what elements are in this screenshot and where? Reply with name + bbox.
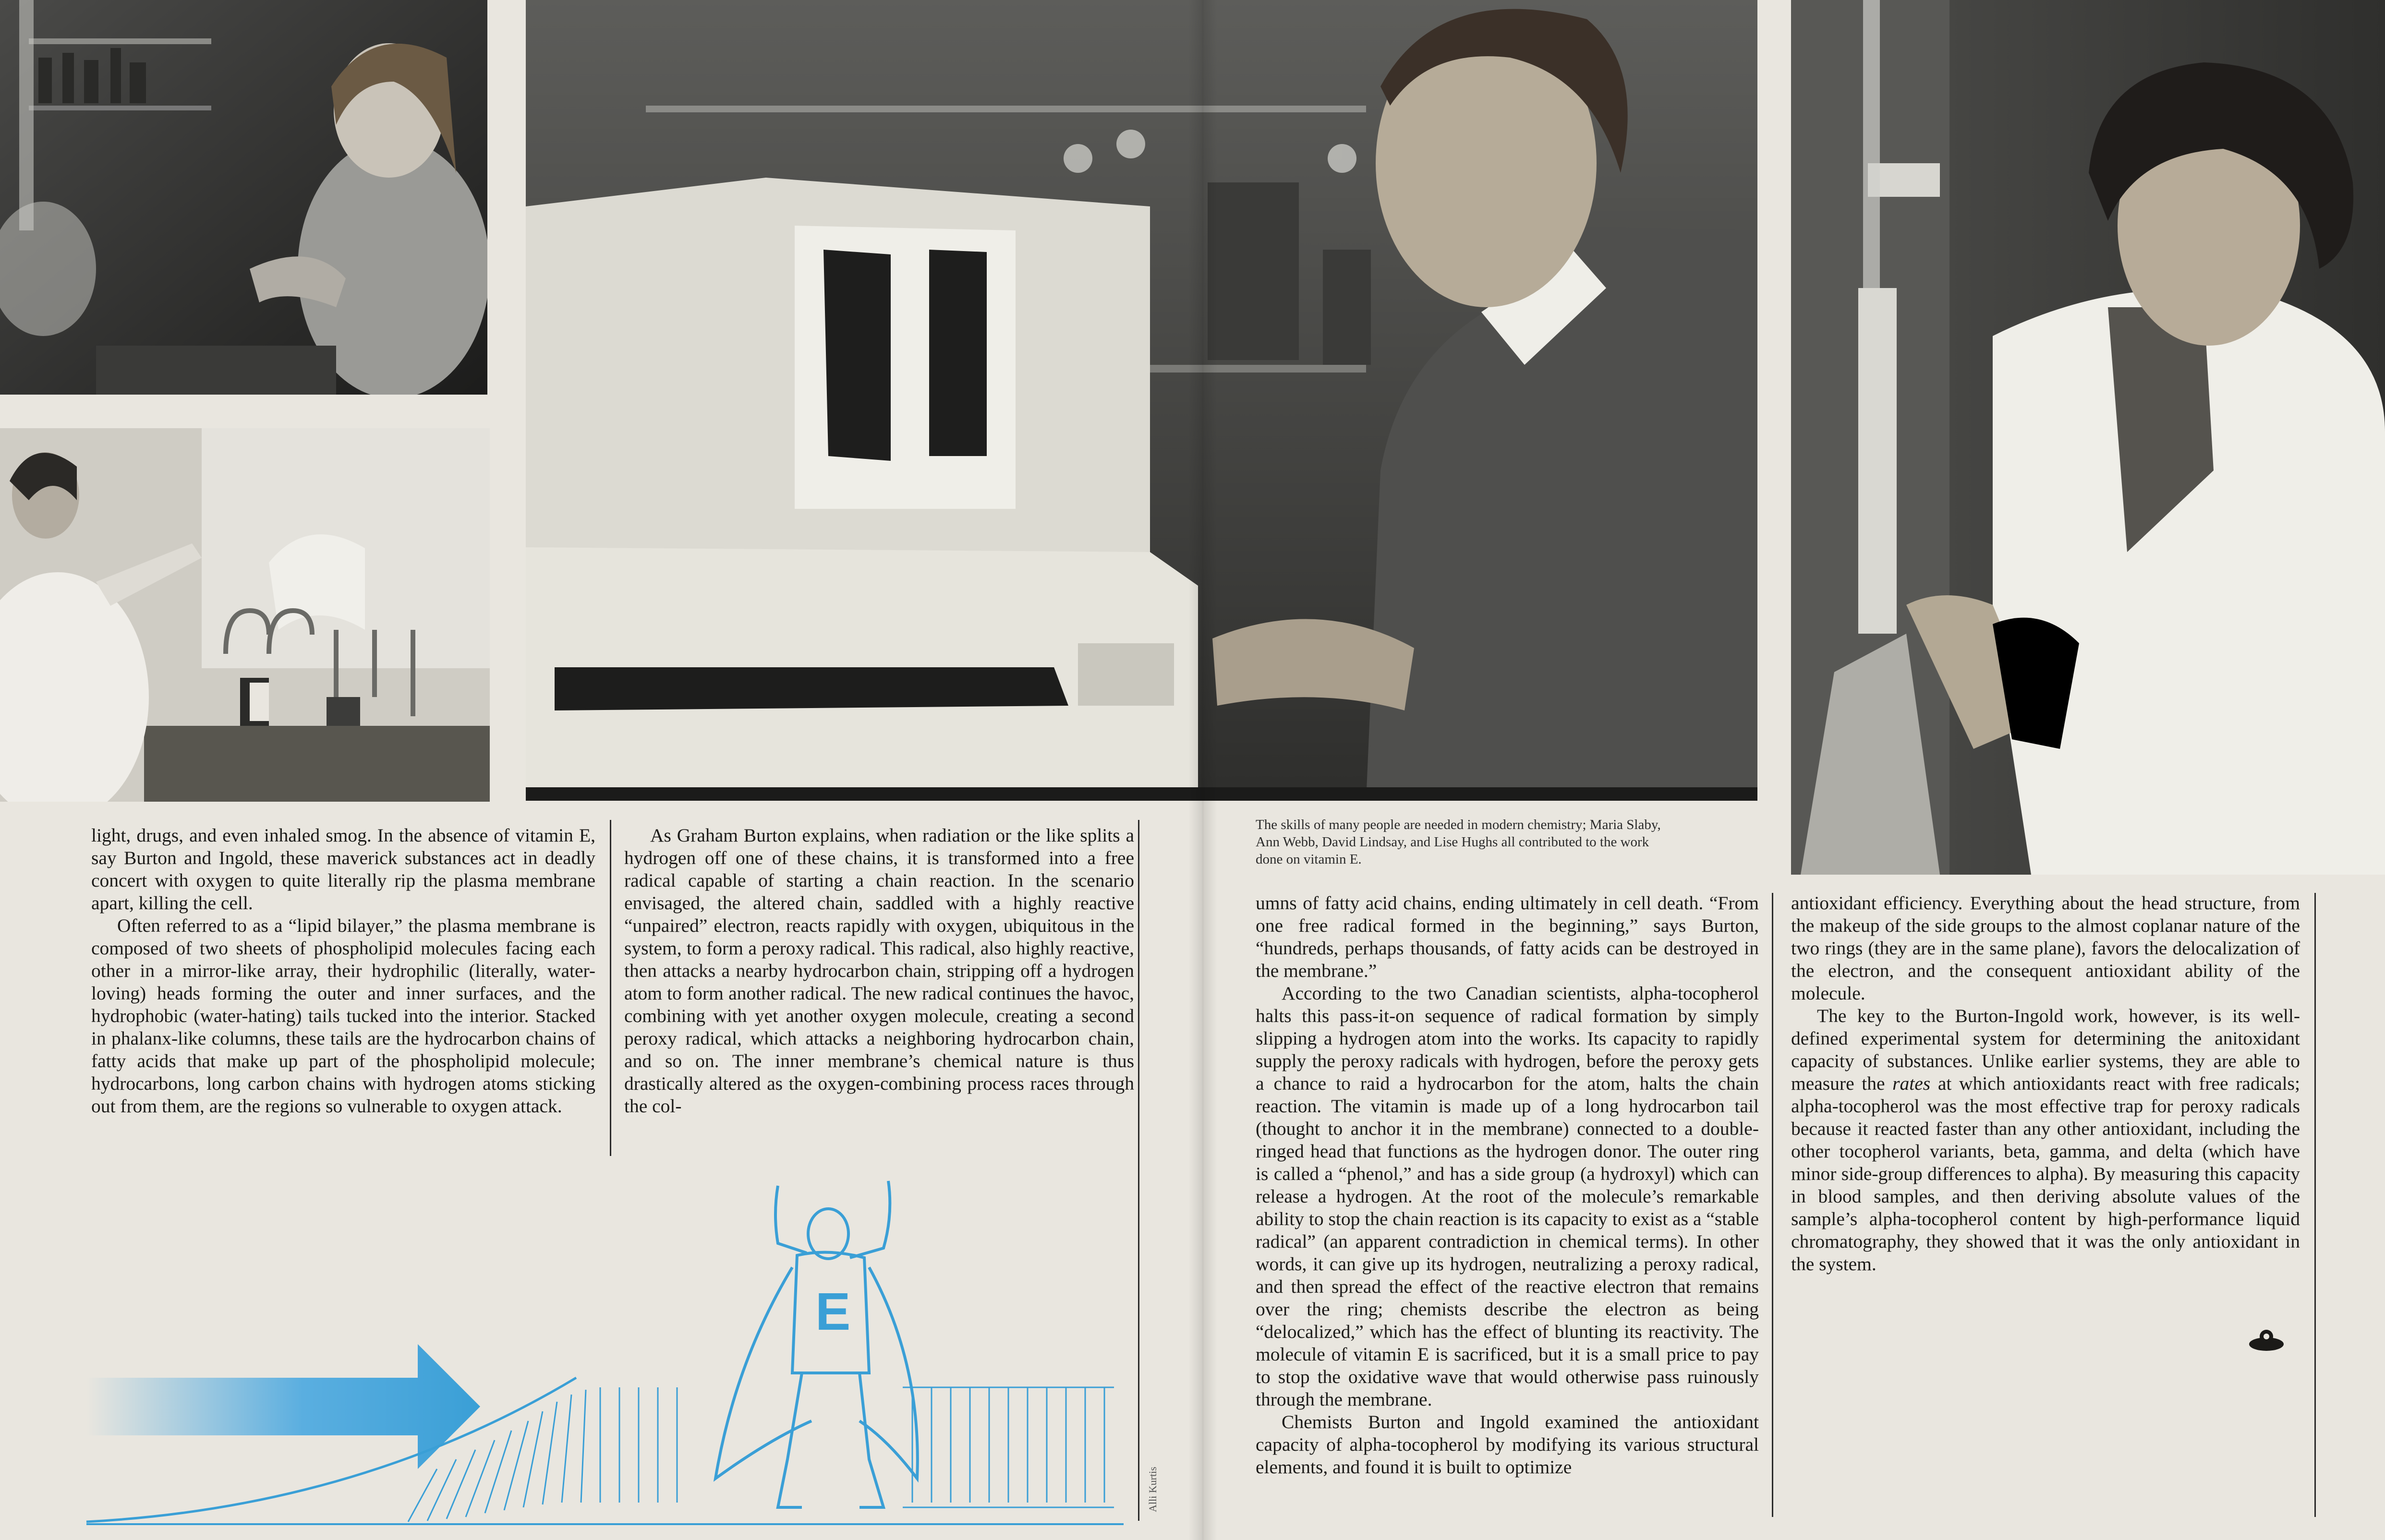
emphasized-word: rates — [1892, 1073, 1931, 1094]
caption-line: done on vitamin E. — [1256, 852, 1362, 867]
column-divider — [1772, 893, 1773, 1517]
paragraph: As Graham Burton explains, when radiation or the like splits a hydrogen off one of these chains, it is transformed into a free radical capable of starting a chain reaction. In the scenario envisaged, the altered chain, saddled with a highly reactive “unpaired” electron, reacts rapidly with oxygen, ubiquitous in the system, to form a peroxy radical. This radical, also highly reactive, then attacks a nearby hydrocarbon chain, stripping off a hydrogen atom to form another radical. The new radical continues the havoc, combining with yet another oxygen molecule, creating a second peroxy radical, which attacks a neighboring hydrocarbon chain, and so on. The inner membrane’s chemical nature is thus drastically altered as the oxygen-combining process races through the col- — [624, 825, 1134, 1117]
paragraph: Often referred to as a “lipid bilayer,” the plasma membrane is composed of two sheets of phospholipid molecules facing each other in a mirror-like array, their hydrophilic (literally, water-loving) heads forming the outer and inner surfaces, and the hydrophobic (water-hating) tails tucked into the interior. Stacked in phalanx-like columns, these tails are the hydrocarbon chains of fatty acids that make up part of the phospholipid molecule; hydrocarbons, long carbon chains with hydrogen atoms sticking out from them, are the regions so vulnerable to oxygen attack. — [91, 915, 595, 1117]
caption-line: Ann Webb, David Lindsay, and Lise Hughs all contributed to the work — [1256, 834, 1649, 850]
man-at-computer-terminal-photo — [526, 0, 1757, 801]
paragraph-text: at which antioxidants react with free radicals; alpha-tocopherol was the most effective trap for peroxy radicals because it reacted faster than any other antioxidant, including the other tocopherol variants, beta, gamma, and delta (which have minor side-group differences to alpha). By measuring this capacity in blood samples, and then deriving absolute values of the sample’s alpha-tocopherol content by high-performance liquid chromatography, they showed that it was the only antioxidant in the system. — [1791, 1073, 2300, 1275]
caption-line: The skills of many people are needed in modern chemistry; Maria Slaby, — [1256, 817, 1661, 832]
woman-with-pipette-photo — [0, 428, 490, 802]
column-divider — [2314, 893, 2316, 1517]
text-column-4 — [1791, 892, 2300, 1275]
paragraph: Chemists Burton and Ingold examined the antioxidant capacity of alpha-tocopherol by modifying its various structural elements, and found it is built to optimize — [1256, 1411, 1759, 1478]
hero-chest-emblem: E — [815, 1282, 851, 1341]
paragraph: light, drugs, and even inhaled smog. In the absence of vitamin E, say Burton and Ingold, these maverick substances act in deadly concert with oxygen to quite literally rip the plasma membrane apart, killing the cell. — [91, 825, 595, 914]
illustration-credit: Alli Kurtis — [1147, 1467, 1159, 1512]
vitamin-e-hero-illustration — [72, 1171, 1143, 1536]
woman-at-lab-glassware-photo — [0, 0, 487, 395]
photo-caption — [1256, 816, 1766, 868]
paragraph: umns of fatty acid chains, ending ultimately in cell death. “From one free radical formed in the beginning,” says Burton, “hundreds, perhaps thousands, of fatty acids can be destroyed in the membrane.” — [1256, 892, 1759, 981]
text-column-2 — [624, 824, 1134, 1118]
paragraph — [1791, 1005, 2300, 1275]
woman-with-chromatography-column-photo — [1791, 0, 2385, 875]
paragraph: According to the two Canadian scientists, alpha-tocopherol halts this pass-it-on sequence of radical formation by simply slipping a hydrogen atom into the works. Its capacity to rapidly supply the peroxy radicals with hydrogen, before the peroxy gets a chance to raid a hydrocarbon for the atom, halts the chain reaction. The vitamin is made up of a long hydrocarbon tail (thought to anchor it in the membrane) connected to a double-ringed head that functions as the hydrogen donor. The outer ring is called a “phenol,” and has a side group (a hydroxyl) which can release a hydrogen. At the root of the molecule’s remarkable ability to stop the chain reaction is its capacity to exist as a “stable radical” (an apparent contradiction in chemical terms). In other words, it can give up its hydrogen, neutralizing a peroxy radical, and then spread the effect of the reactive electron that remains over the ring; chemists describe the electron as being “delocalized,” which has the effect of blunting its reactivity. The molecule of vitamin E is sacrificed, but it is a small price to pay to stop the oxidative wave that would otherwise pass ruinously through the membrane. — [1256, 983, 1759, 1410]
end-of-article-icon — [2247, 1325, 2286, 1354]
text-column-3 — [1256, 892, 1759, 1479]
paragraph-text: The key to the Burton-Ingold work, however, is its well-defined experimental system for determining the anitoxidant capacity of substances. Unlike earlier systems, they are able to measure the — [1791, 1005, 2300, 1094]
text-column-1 — [91, 824, 595, 1118]
column-divider — [610, 820, 611, 1156]
paragraph: antioxidant efficiency. Everything about the head structure, from the makeup of the side groups to the almost coplanar nature of the two rings (they are in the same plane), favors the delocalization of the electron, and the consequent antioxidant ability of the molecule. — [1791, 892, 2300, 1004]
page-gutter-shadow — [1188, 0, 1217, 1540]
